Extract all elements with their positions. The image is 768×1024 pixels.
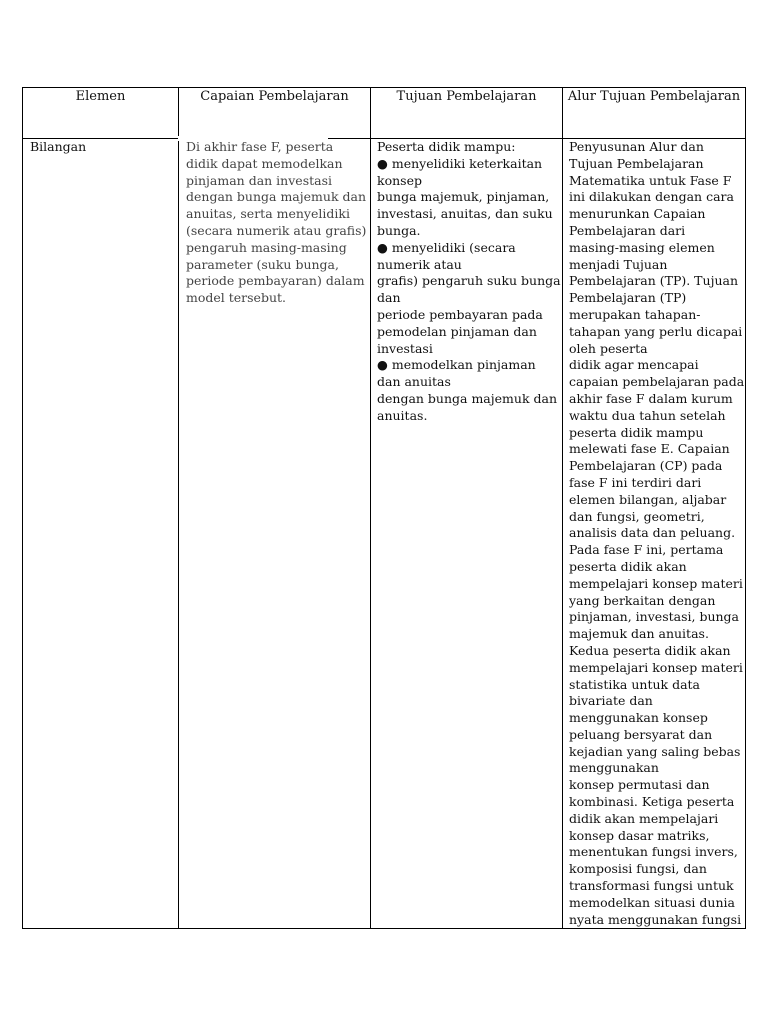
column-divider xyxy=(178,88,179,928)
alur-text: Penyusunan Alur dan Tujuan Pembelajaran Matematika untuk Fase F ini dilakukan dengan cara menurunkan Capaian Pembelajaran dari masing-masing elemen menjadi Tujuan Pembelajaran (TP). Tujuan Pembelajaran (TP) merupakan tahapan- tahapan yang perlu dicapai oleh peserta didik agar mencapai capaian pembelajaran pada akhir fase F dalam kurum waktu dua tahun setelah peserta didik mampu melewati fase E. Capaian Pembelajaran (CP) pada fase F ini terdiri dari elemen bilangan, aljabar dan fungsi, geometri, analisis data dan peluang. Pada fase F ini, pertama peserta didik akan mempelajari konsep materi yang berkaitan dengan pinjaman, investasi, bunga majemuk dan anuitas. Kedua peserta didik akan mempelajari konsep materi statistika untuk data bivariate dan menggunakan konsep peluang bersyarat dan kejadian yang saling bebas menggunakan konsep permutasi dan kombinasi. Ketiga peserta didik akan mempelajari konsep dasar matriks, menentukan fungsi invers, komposisi fungsi, dan transformasi fungsi untuk memodelkan situasi dunia nyata menggunakan fungsi xyxy=(569,139,745,927)
column-divider xyxy=(562,88,563,928)
cell-elemen xyxy=(30,139,175,156)
elemen-text: Bilangan xyxy=(30,139,87,154)
cell-alur-tujuan-pembelajaran xyxy=(569,139,745,928)
learning-table xyxy=(22,87,746,929)
header-tujuan-pembelajaran: Tujuan Pembelajaran xyxy=(396,89,537,104)
tujuan-text: Peserta didik mampu: ● menyelidiki keterkaitan konsep bunga majemuk, pinjaman, investasi, anuitas, dan suku bunga. ● menyelidiki (secara numerik atau grafis) pengaruh suku bunga dan periode pembayaran pada pemodelan pinjaman dan investasi ● memodelkan pinjaman dan anuitas dengan bunga majemuk dan anuitas. xyxy=(377,139,561,423)
capaian-text: Di akhir fase F, peserta didik dapat memodelkan pinjaman dan investasi dengan bunga majemuk dan anuitas, serta menyelidiki (secara numerik atau grafis) pengaruh masing-masing parameter (suku bunga, periode pembayaran) dalam model tersebut. xyxy=(186,139,367,306)
header-alur-tujuan-pembelajaran: Alur Tujuan Pembelajaran xyxy=(567,89,741,104)
cell-tujuan-pembelajaran xyxy=(377,139,562,425)
column-divider xyxy=(370,88,371,928)
cell-capaian-pembelajaran xyxy=(186,139,370,307)
header-capaian-pembelajaran: Capaian Pembelajaran xyxy=(200,89,349,104)
header-elemen: Elemen xyxy=(75,89,126,104)
